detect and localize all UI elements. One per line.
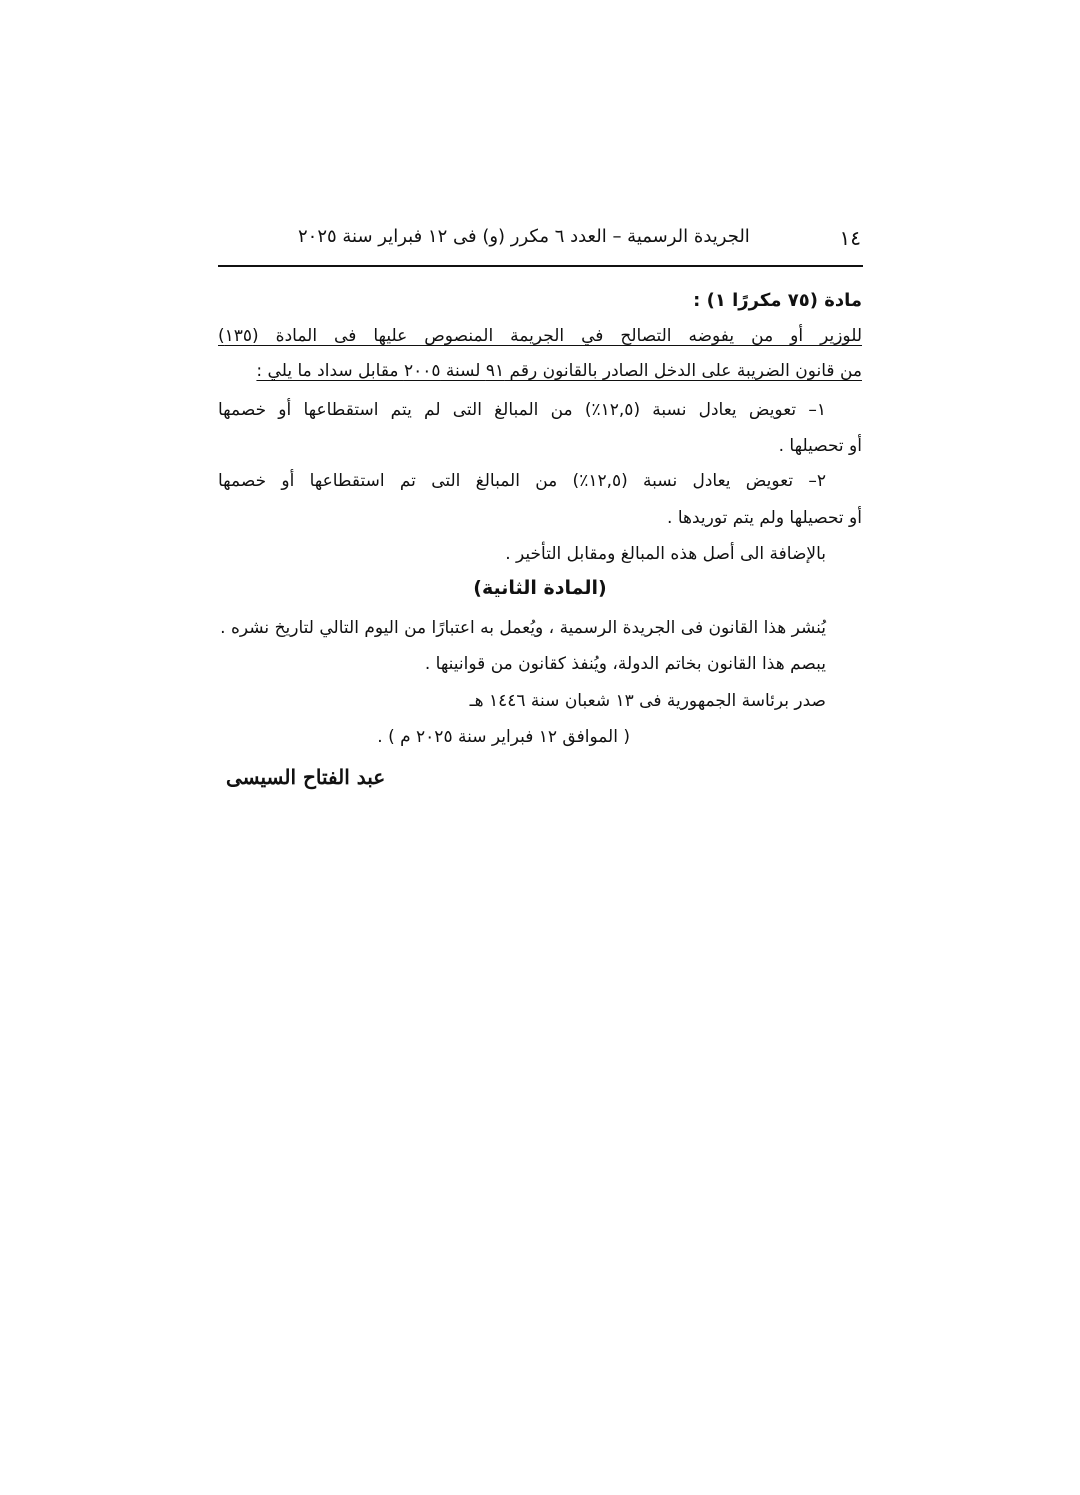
article-75-bis-1-heading: مادة (٧٥ مكررًا ١) : <box>693 290 862 311</box>
issuance-line-1: صدر برئاسة الجمهورية فى ١٣ شعبان سنة ١٤٤٦ هـ <box>469 691 826 711</box>
article-two-line-1: يُنشر هذا القانون فى الجريدة الرسمية ، ويُعمل به اعتبارًا من اليوم التالي لتاريخ نشره . <box>220 618 826 638</box>
article-75-bis-1-line-2: من قانون الضريبة على الدخل الصادر بالقانون رقم ٩١ لسنة ٢٠٠٥ مقابل سداد ما يلي : <box>256 361 862 381</box>
article-two-line-2: يبصم هذا القانون بخاتم الدولة، ويُنفذ كقانون من قوانينها . <box>424 654 826 674</box>
item-2-line-2: أو تحصيلها ولم يتم توريدها . <box>667 508 862 528</box>
article-75-bis-1-line-1: للوزير أو من يفوضه التصالح في الجريمة المنصوص عليها فى المادة (١٣٥) <box>218 326 862 346</box>
item-1-line-1: ١– تعويض يعادل نسبة (١٢,٥٪) من المبالغ التى لم يتم استقطاعها أو خصمها <box>218 400 826 420</box>
header-rule <box>218 265 863 267</box>
page-number: ١٤ <box>839 226 861 250</box>
article-two-heading: (المادة الثانية) <box>473 577 607 599</box>
item-2-line-1: ٢– تعويض يعادل نسبة (١٢,٥٪) من المبالغ التى تم استقطاعها أو خصمها <box>218 471 826 491</box>
running-title: الجريدة الرسمية – العدد ٦ مكرر (و) فى ١٢ فبراير سنة ٢٠٢٥ <box>298 226 750 247</box>
page-header <box>218 222 863 258</box>
signature: عبد الفتاح السيسى <box>226 765 386 789</box>
item-1-line-2: أو تحصيلها . <box>778 436 862 456</box>
article-75-bis-1-closing: بالإضافة الى أصل هذه المبالغ ومقابل التأخير . <box>505 544 826 564</box>
issuance-line-2: ( الموافق ١٢ فبراير سنة ٢٠٢٥ م ) . <box>377 727 630 747</box>
